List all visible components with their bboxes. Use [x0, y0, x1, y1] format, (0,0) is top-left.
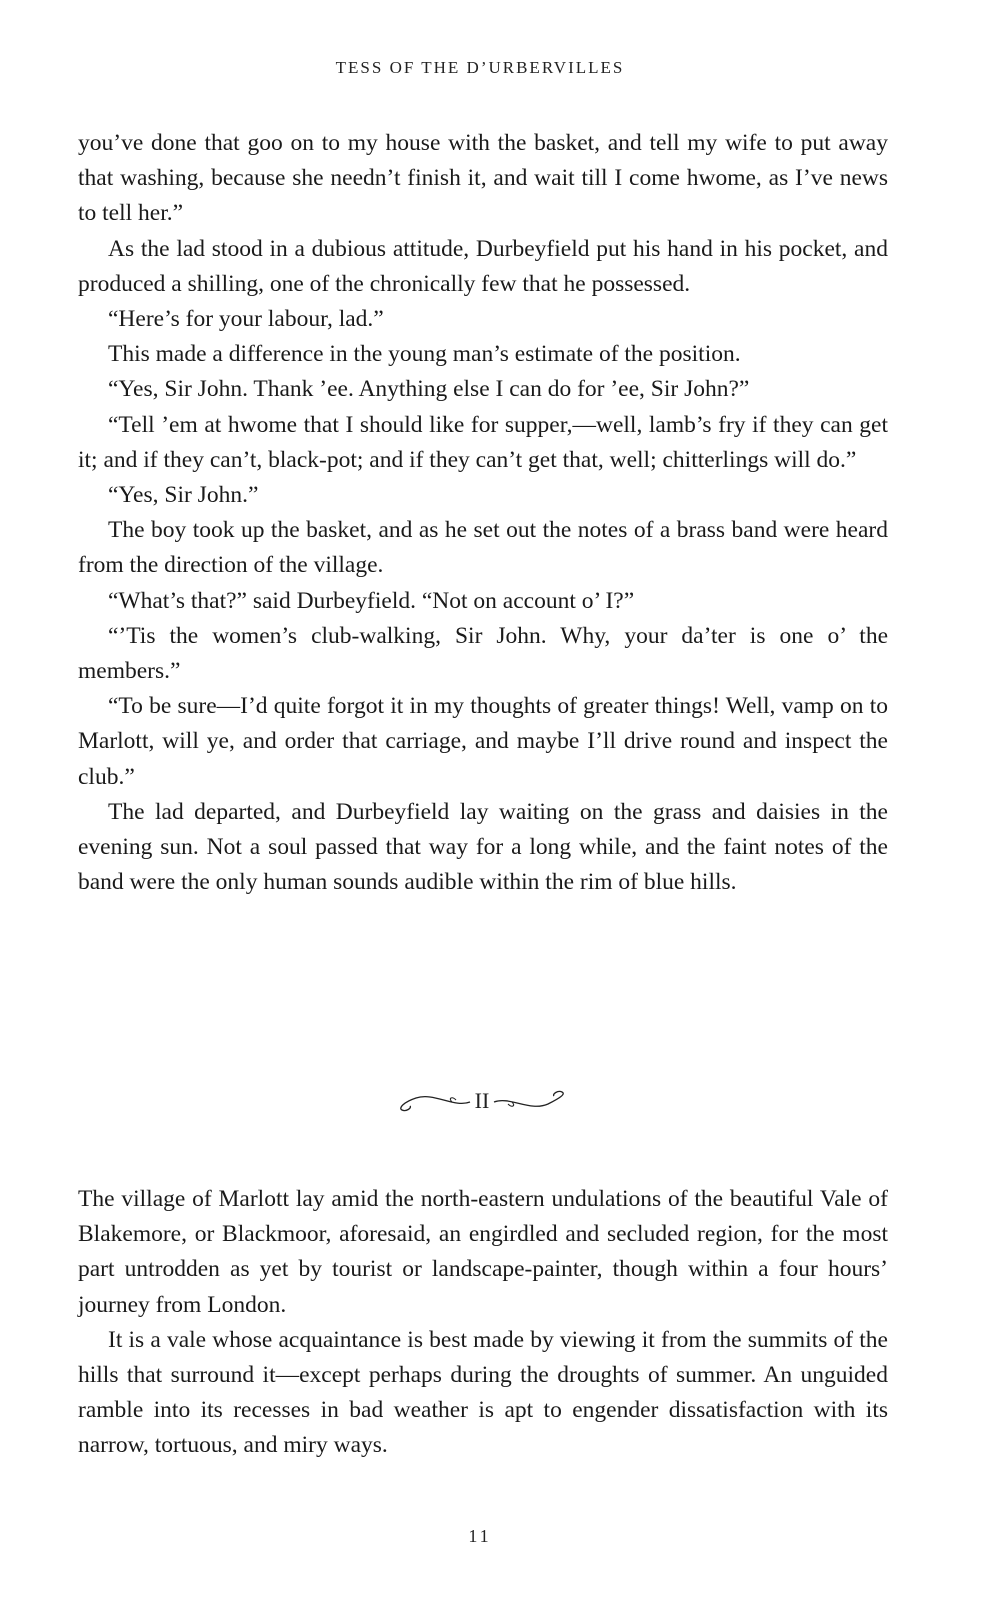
paragraph: “’Tis the women’s club-walking, Sir John. Why, your da’ter is one o’ the members.” — [78, 622, 888, 685]
paragraph: This made a difference in the young man’s estimate of the position. — [108, 341, 741, 368]
paragraph: As the lad stood in a dubious attitude, Durbeyfield put his hand in his pocket, and produced a shilling, one of the chronically few that he possessed. — [78, 235, 888, 297]
chapter-heading — [392, 1082, 572, 1122]
running-head-title: TESS OF THE D’URBERVILLES — [335, 58, 625, 77]
body-text-section-two — [78, 1182, 888, 1464]
paragraph: you’ve done that goo on to my house with the basket, and tell my wife to put away that washing, because she needn’t finish it, and wait till I come hwome, as I’ve news to tell her.” — [78, 130, 888, 227]
paragraph: “Yes, Sir John.” — [108, 482, 259, 509]
paragraph: The boy took up the basket, and as he set out the notes of a brass band were heard from the direction of the village. — [78, 517, 888, 579]
chapter-number: II — [474, 1088, 490, 1113]
right-swash-ornament-icon — [492, 1086, 572, 1116]
paragraph: The lad departed, and Durbeyfield lay waiting on the grass and daisies in the evening sun. Not a soul passed that way for a long while, and the faint notes of the band were the only human sounds audible within the rim of blue hills. — [78, 798, 888, 896]
page-number: 11 — [468, 1526, 492, 1546]
paragraph: The village of Marlott lay amid the north-eastern undulations of the beautiful Vale of Blakemore, or Blackmoor, aforesaid, an engirdled and secluded region, for the most part untrodden as yet by tourist or landscape-painter, though within a four hours’ journey from London. — [78, 1186, 888, 1318]
paragraph: “What’s that?” said Durbeyfield. “Not on account o’ I?” — [108, 587, 635, 614]
paragraph: “Yes, Sir John. Thank ’ee. Anything else I can do for ’ee, Sir John?” — [108, 376, 750, 403]
paragraph: “To be sure—I’d quite forgot it in my thoughts of greater things! Well, vamp on to Marlott, will ye, and order that carriage, and maybe I’ll drive round and inspect the club.” — [78, 693, 888, 790]
paragraph: “Tell ’em at hwome that I should like for supper,—well, lamb’s fry if they can get it; and if they can’t, black-pot; and if they can’t get that, well; chitterlings will do.” — [78, 411, 888, 473]
paragraph: It is a vale whose acquaintance is best made by viewing it from the summits of the hills that surround it—except perhaps during the droughts of summer. An unguided ramble into its recesses in bad weather is apt to engender dissatisfaction with its narrow, tortuous, and miry ways. — [78, 1326, 888, 1459]
body-text-section-one — [78, 126, 888, 900]
paragraph: “Here’s for your labour, lad.” — [108, 306, 384, 333]
